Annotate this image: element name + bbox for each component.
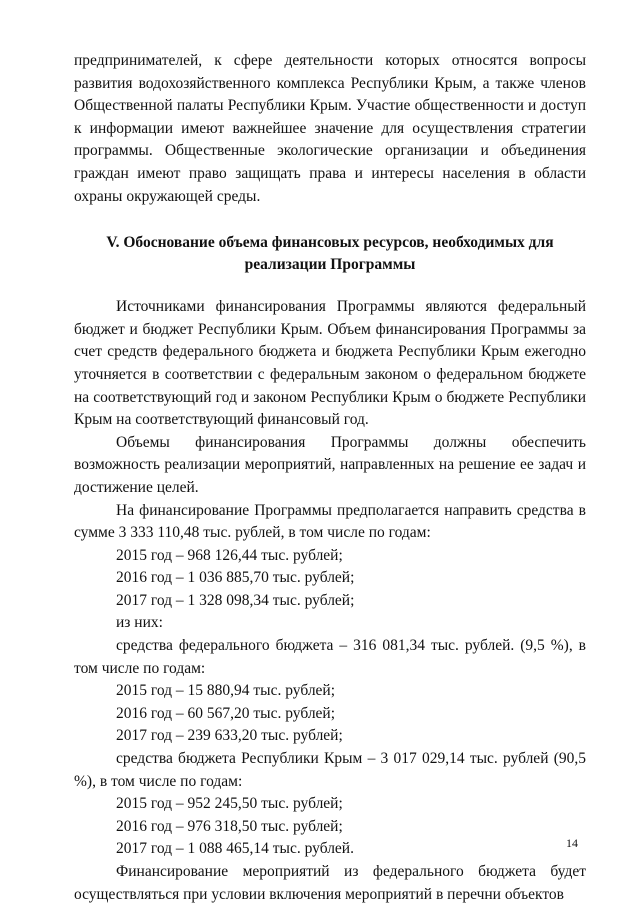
of-them-label: из них: — [116, 614, 163, 632]
page-number: 14 — [566, 836, 578, 850]
total-paragraph: На финансирование Программы предполагается направить средства в сумме 3 333 110,48 тыс. рублей, в том числе по годам: — [74, 501, 586, 542]
total-year-item: 2015 год – 968 126,44 тыс. рублей; — [116, 546, 343, 564]
federal-budget-paragraph: средства федерального бюджета – 316 081,34 тыс. рублей. (9,5 %), в том числе по годам: — [74, 637, 586, 677]
page-content — [74, 50, 586, 906]
volumes-paragraph: Объемы финансирования Программы должны обеспечить возможность реализации мероприятий, направленных на решение ее задач и достижение целей. — [74, 433, 586, 496]
regional-year-item: 2016 год – 976 318,50 тыс. рублей; — [116, 817, 343, 835]
intro-paragraph: предпринимателей, к сфере деятельности которых относятся вопросы развития водохозяйственного комплекса Республики Крым, а также членов Общественной палаты Республики Крым. Участие общественности и доступ к информации имеют важнейшее значение для осуществления стратегии программы. Общественные экологические организации и объединения граждан имеют право защищать права и интересы населения в области охраны окружающей среды. — [74, 52, 586, 205]
federal-year-item: 2017 год – 239 633,20 тыс. рублей; — [116, 727, 343, 745]
regional-year-item: 2015 год – 952 245,50 тыс. рублей; — [116, 795, 343, 813]
total-year-item: 2017 год – 1 328 098,34 тыс. рублей; — [116, 591, 355, 609]
regional-budget-paragraph: средства бюджета Республики Крым – 3 017 029,14 тыс. рублей (90,5 %), в том числе по годам: — [74, 750, 586, 790]
federal-year-item: 2016 год – 60 567,20 тыс. рублей; — [116, 704, 336, 722]
sources-paragraph: Источниками финансирования Программы являются федеральный бюджет и бюджет Республики Крым. Объем финансирования Программы за счет средств федерального бюджета и бюджета Республики Крым ежегодно уточняется в соответствии с федеральным законом о федеральном бюджете на соответствующий год и законом Республики Крым о бюджете Республики Крым на соответствующий финансовый год. — [74, 298, 586, 429]
total-year-item: 2016 год – 1 036 885,70 тыс. рублей; — [116, 569, 355, 587]
regional-year-item: 2017 год – 1 088 465,14 тыс. рублей. — [116, 840, 354, 858]
section-heading-line-1: V. Обоснование объема финансовых ресурсов, необходимых для — [106, 234, 554, 252]
final-paragraph: Финансирование мероприятий из федерального бюджета будет осуществляться при условии включения мероприятий в перечни объектов — [74, 863, 586, 903]
section-heading — [74, 232, 586, 275]
section-heading-line-2: реализации Программы — [244, 255, 416, 273]
federal-year-item: 2015 год – 15 880,94 тыс. рублей; — [116, 682, 336, 700]
